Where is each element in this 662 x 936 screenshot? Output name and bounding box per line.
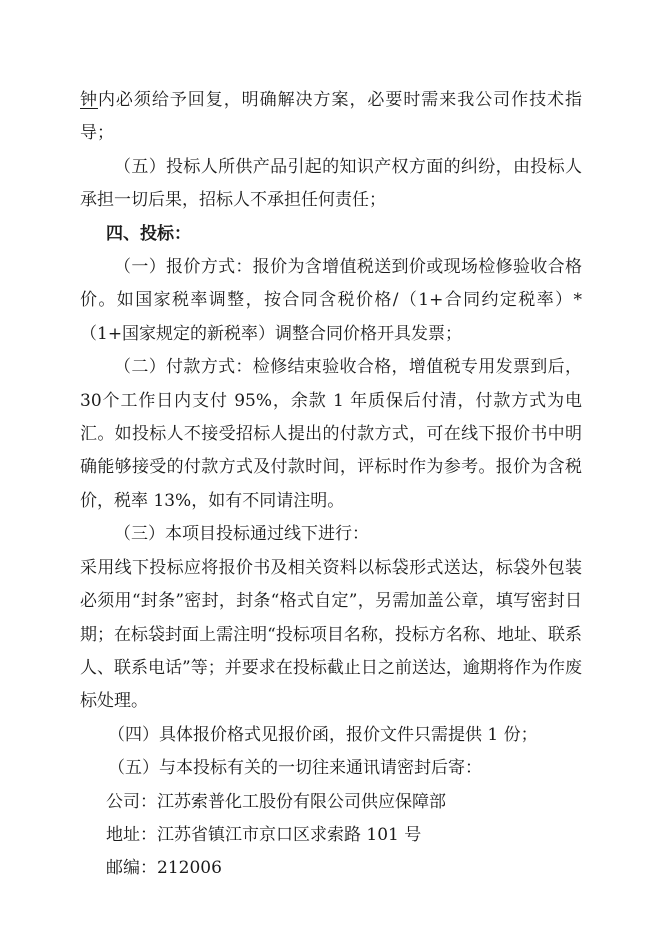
postcode-value: 212006	[157, 858, 222, 879]
continuation-paragraph	[80, 84, 582, 151]
company-label: 公司：	[106, 791, 157, 812]
underlined-char: 钟	[80, 90, 98, 110]
continuation-text: 内必须给予回复，明确解决方案，必要时需来我公司作技术指导；	[80, 90, 583, 144]
offline-bidding-details: 采用线下投标应将报价书及相关资料以标袋形式送达，标袋外包装必须用“封条”密封，封条“格式自定”，另需加盖公章，填写密封日期；在标袋封面上需注明“投标项目名称，投标方名称、地址、联系人、联系电话”等；并要求在投标截止日之前送达，逾期将作为作废标处理。	[80, 557, 582, 712]
address-label: 地址：	[106, 824, 157, 845]
contact-postcode	[80, 852, 582, 885]
item-correspondence: （五）与本投标有关的一切往来通讯请密封后寄：	[108, 758, 482, 779]
item-quotation-method: （一）报价方式：报价为含增值税送到价或现场检修验收合格价。如国家税率调整，按合同含税价格/（1+合同约定税率）*（1+国家规定的新税率）调整合同价格开具发票；	[80, 257, 582, 344]
contact-company	[80, 786, 582, 819]
address-value: 江苏省镇江市京口区求索路 101 号	[157, 824, 422, 845]
item-payment-method: （二）付款方式：检修结束验收合格，增值税专用发票到后，30个工作日内支付 95%，余款 1 年质保后付清，付款方式为电汇。如投标人不接受招标人提出的付款方式，可在线下报价书中明确能够接受的付款方式及付款时间，评标时作为参考。报价为含税价，税率 13%，如有不同请注明。	[80, 357, 582, 511]
company-value: 江苏索普化工股份有限公司供应保障部	[157, 791, 446, 812]
document-page	[80, 84, 582, 886]
contact-address	[80, 819, 582, 852]
item-offline-bidding: （三）本项目投标通过线下进行：	[114, 524, 369, 545]
section-heading-bidding: 四、投标：	[106, 223, 191, 244]
clause-five-ip-disputes: （五）投标人所供产品引起的知识产权方面的纠纷，由投标人承担一切后果，招标人不承担任何责任；	[80, 156, 582, 211]
postcode-label: 邮编：	[106, 858, 157, 879]
item-quotation-format: （四）具体报价格式见报价函，报价文件只需提供 1 份；	[108, 724, 538, 745]
